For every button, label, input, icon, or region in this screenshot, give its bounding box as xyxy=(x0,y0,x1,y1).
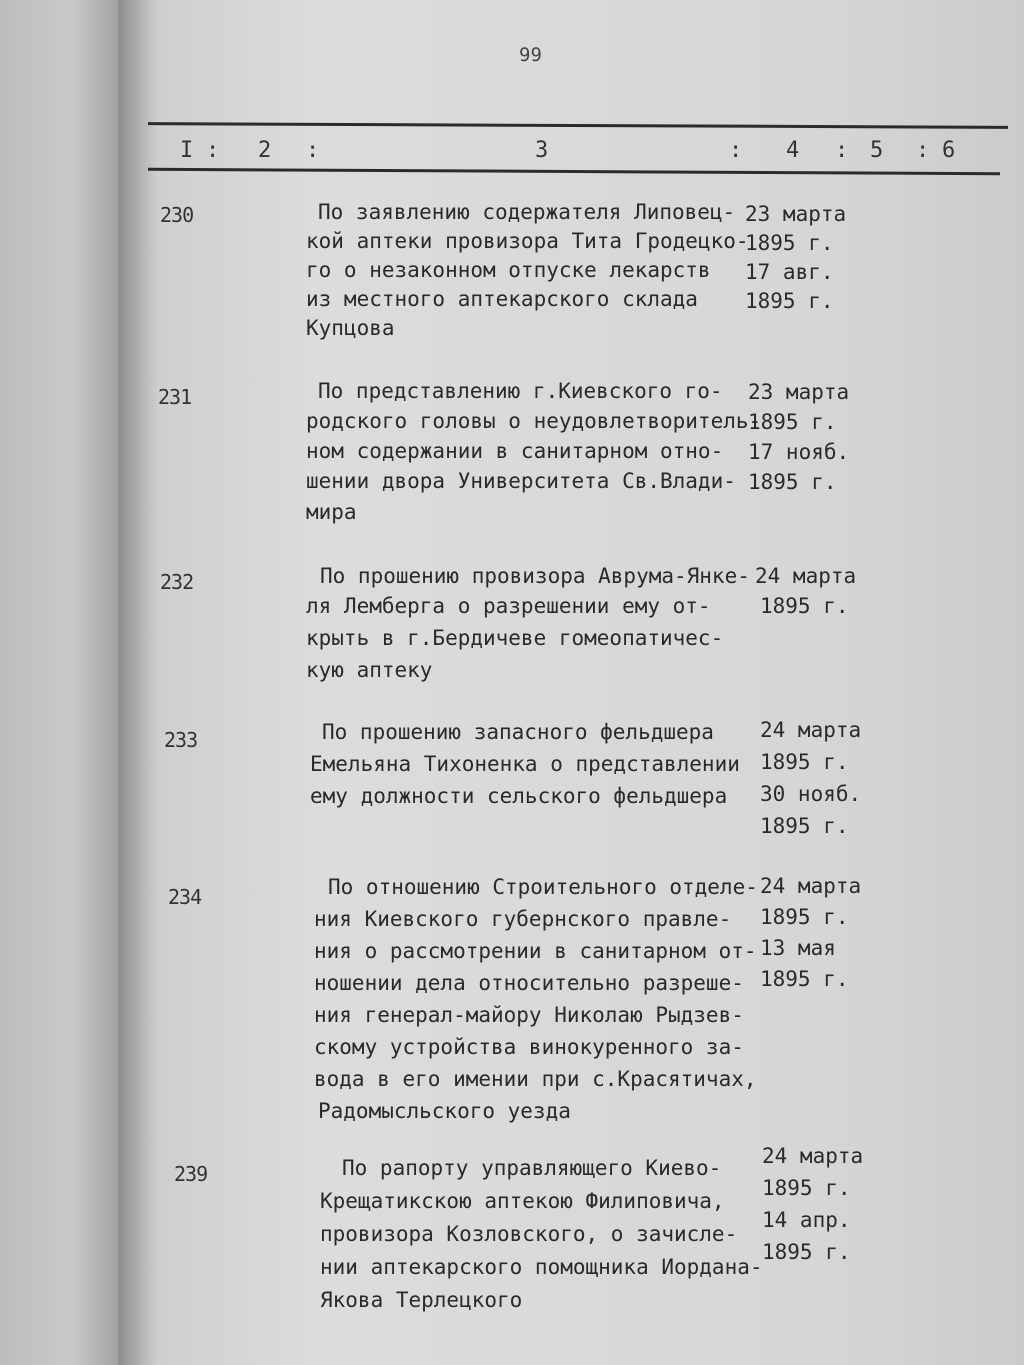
entry-date: 1895 г. xyxy=(748,470,837,494)
entry-text-line: нии аптекарского помощника Иордана- xyxy=(320,1255,763,1279)
entry-text-line: го о незаконном отпуске лекарств xyxy=(306,258,711,282)
entry-date: 1895 г. xyxy=(748,410,837,434)
entry-date: 13 мая xyxy=(760,936,836,960)
entry-text-line: кой аптеки провизора Тита Гродецко- xyxy=(306,229,749,253)
entry-date: 14 апр. xyxy=(762,1208,851,1232)
column-separator: : xyxy=(835,138,849,163)
entry-text-line: вода в его имении при с.Красятичах, xyxy=(314,1067,757,1091)
entry-text-line: По отношению Строительного отделе- xyxy=(328,875,758,899)
entry-date: 23 марта xyxy=(745,202,847,226)
entry-date: 1895 г. xyxy=(745,231,834,255)
facing-page-edge xyxy=(0,0,130,1365)
entry-date: 1895 г. xyxy=(760,594,849,618)
entry-text-line: шении двора Университета Св.Влади- xyxy=(306,469,736,493)
entry-date: 1895 г. xyxy=(745,289,834,313)
page-number: 99 xyxy=(519,44,542,66)
entry-date: 17 нояб. xyxy=(748,440,850,464)
column-header-2: 2 xyxy=(258,138,272,163)
entry-date: 30 нояб. xyxy=(760,782,862,806)
entry-text-line: родского головы о неудовлетворитель- xyxy=(306,409,762,433)
column-separator: : xyxy=(306,138,320,163)
entry-date: 23 марта xyxy=(748,380,850,404)
entry-number-232: 232 xyxy=(160,570,194,594)
entry-text-line: Крещатикскою аптекою Филиповича, xyxy=(320,1189,725,1213)
column-header-3: 3 xyxy=(535,138,549,163)
entry-date: 1895 г. xyxy=(760,967,849,991)
entry-text-line: ля Лемберга о разрешении ему от- xyxy=(306,594,711,618)
entry-text-line: По прошению провизора Аврума-Янке- xyxy=(320,564,750,588)
entry-date: 1895 г. xyxy=(760,905,849,929)
entry-date: 1895 г. xyxy=(762,1240,851,1264)
entry-text-line: скому устройства винокуренного за- xyxy=(314,1035,744,1059)
entry-text-line: По рапорту управляющего Киево- xyxy=(342,1156,722,1180)
entry-date: 1895 г. xyxy=(760,814,849,838)
entry-date: 1895 г. xyxy=(762,1176,851,1200)
column-header-6: 6 xyxy=(942,138,956,163)
entry-number-234: 234 xyxy=(168,885,202,909)
entry-text-line: ему должности сельского фельдшера xyxy=(310,784,728,808)
entry-number-231: 231 xyxy=(158,385,192,409)
column-header-1: I xyxy=(180,138,194,163)
entry-text-line: Емельяна Тихоненка о представлении xyxy=(310,752,740,776)
column-header-4: 4 xyxy=(786,138,800,163)
entry-text-line: ния генерал-майору Николаю Рыдзев- xyxy=(314,1003,744,1027)
entry-text-line: По заявлению содержателя Липовец- xyxy=(318,200,736,224)
entry-number-233: 233 xyxy=(164,728,198,752)
entry-text-line: ношении дела относительно разреше- xyxy=(314,971,744,995)
entry-text-line: ния Киевского губернского правле- xyxy=(314,907,732,931)
entry-text-line: По представлению г.Киевского го- xyxy=(318,379,723,403)
column-separator: : xyxy=(916,138,930,163)
entry-text-line: кую аптеку xyxy=(306,658,433,682)
column-separator: : xyxy=(206,138,220,163)
entry-date: 24 марта xyxy=(762,1144,864,1168)
entry-text-line: ния о рассмотрении в санитарном от- xyxy=(314,939,757,963)
entry-text-line: Радомысльского уезда xyxy=(318,1099,571,1123)
entry-text-line: крыть в г.Бердичеве гомеопатичес- xyxy=(306,626,724,650)
entry-date: 1895 г. xyxy=(760,750,849,774)
column-separator: : xyxy=(729,138,743,163)
entry-text-line: ном содержании в санитарном отно- xyxy=(306,439,724,463)
entry-text-line: Якова Терлецкого xyxy=(320,1288,523,1312)
entry-text-line: мира xyxy=(306,500,357,524)
entry-date: 24 марта xyxy=(760,874,862,898)
entry-text-line: Купцова xyxy=(306,316,395,340)
entry-number-239: 239 xyxy=(174,1162,208,1186)
entry-date: 24 марта xyxy=(755,564,857,588)
entry-date: 17 авг. xyxy=(745,260,834,284)
entry-date: 24 марта xyxy=(760,718,862,742)
entry-text-line: По прошению запасного фельдшера xyxy=(322,720,714,744)
entry-text-line: провизора Козловского, о зачисле- xyxy=(320,1222,738,1246)
entry-number-230: 230 xyxy=(160,203,194,227)
column-header-5: 5 xyxy=(870,138,884,163)
entry-text-line: из местного аптекарского склада xyxy=(306,287,698,311)
